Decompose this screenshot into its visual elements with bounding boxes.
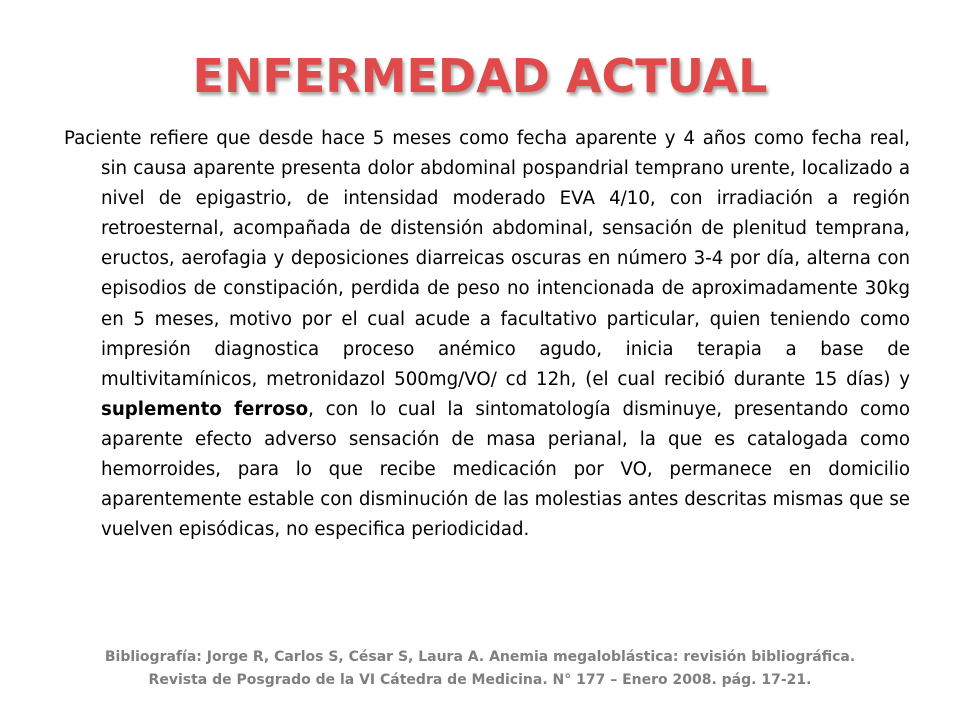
slide-title: ENFERMEDAD ACTUAL <box>192 49 768 103</box>
body-text-part-2: , con lo cual la sintomatología disminuye, presentando como aparente efecto adverso sensación de masa perianal, la que es catalogada como hemorroides, para lo que recibe medicación por VO, permanece en domicilio aparentemente estable con disminución de las molestias antes descritas mismas que se vuelven episódicas, no especifica periodicidad. <box>101 398 911 541</box>
body-text-part-1: Paciente refiere que desde hace 5 meses como fecha aparente y 4 años como fecha real, sin causa aparente presenta dolor abdominal pospandrial temprano urente, localizado a nivel de epigastrio, de intensidad moderado EVA 4/10, con irradiación a región retroesternal, acompañada de distensión abdominal, sensación de plenitud temprana, eructos, aerofagia y deposiciones diarreicas oscuras en número 3-4 por día, alterna con episodios de constipación, perdida de peso no intencionada de aproximadamente 30kg en 5 meses, motivo por el cual acude a facultativo particular, quien teniendo como impresión diagnostica proceso anémico agudo, inicia terapia a base de multivitamínicos, metronidazol 500mg/VO/ cd 12h, (el cual recibió durante 15 días) y <box>64 128 910 390</box>
body-text-bold: suplemento ferroso <box>101 398 309 420</box>
slide-body-paragraph <box>64 124 910 545</box>
bibliography <box>60 646 900 692</box>
bibliography-line-1: Bibliografía: Jorge R, Carlos S, César S, Laura A. Anemia megaloblástica: revisión bibliográfica. <box>104 649 856 665</box>
bibliography-line-2: Revista de Posgrado de la VI Cátedra de Medicina. N° 177 – Enero 2008. pág. 17-21. <box>148 672 812 688</box>
